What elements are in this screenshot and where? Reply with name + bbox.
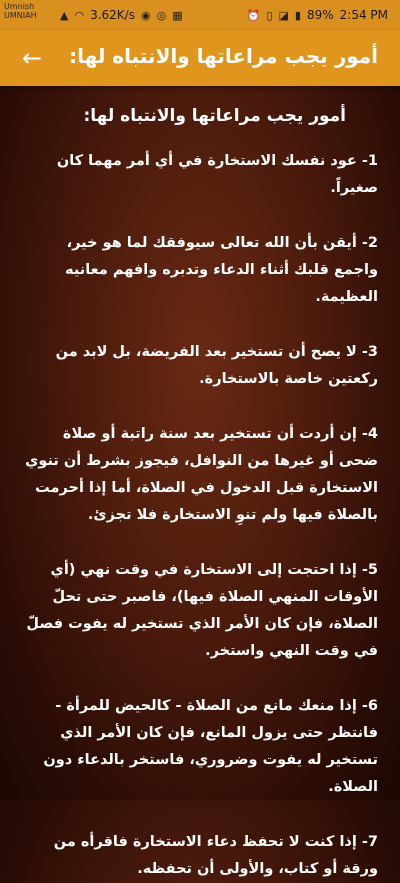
alarm-icon: ⏰ (246, 8, 261, 22)
battery-icon: ▮ (294, 8, 301, 22)
list-item: 6- إذا منعك مانع من الصلاة - كالحيض للمرأة - فانتظر حتى يزول المانع، فإن كان الأمر الذي تستخير له يفوت وضروري، فاستخر بالدعاء دون الصلاة. (43, 698, 378, 795)
status-left (60, 8, 183, 22)
status-right (247, 8, 388, 22)
network-speed: 3.62K/s (90, 8, 135, 22)
messenger-icon: ◉ (140, 8, 151, 22)
carrier-name-2: UMNIAH (4, 11, 37, 20)
back-arrow-icon[interactable]: ← (21, 44, 43, 72)
battery-percent: 89% (306, 8, 334, 22)
carrier-label (4, 2, 37, 20)
clock: 2:54 PM (339, 8, 388, 22)
app-bar (0, 30, 400, 86)
carrier-name: Umnish (4, 2, 35, 11)
list-item: 2- أيقن بأن الله تعالى سيوفقك لما هو خير، واجمع قلبك أثناء الدعاء وتدبره وافهم معانيه العظيمة. (65, 235, 378, 305)
list-item: 3- لا يصح أن تستخير بعد الفريضة، بل لابد من ركعتين خاصة بالاستخارة. (55, 344, 378, 387)
vibrate-icon: ▯ (266, 8, 273, 22)
status-bar (0, 0, 400, 30)
sim-icon: ◪ (278, 8, 289, 22)
wifi-icon: ◠ (74, 8, 85, 22)
calendar-icon: ▦ (172, 8, 183, 22)
list-item: 1- عود نفسك الاستخارة في أي أمر مهما كان صغيراً. (56, 153, 378, 196)
section-heading: أمور يجب مراعاتها والانتباه لها: (83, 106, 346, 126)
app-title: أمور يجب مراعاتها والانتباه لها: (69, 44, 378, 68)
signal-icon: ▲ (60, 8, 69, 22)
list-item: 4- إن أردت أن تستخير بعد سنة راتبة أو صلاة ضحى أو غيرها من النوافل، فيجوز بشرط أن تنوي الاستخارة قبل الدخول في الصلاة، أما إذا أحرمت بالصلاة فيها ولم تنوِ الاستخارة فلا تجزئ. (25, 426, 378, 523)
list-item: 5- إذا احتجت إلى الاستخارة في وقت نهي (أي الأوقات المنهي الصلاة فيها)، فاصبر حتى تحلّ الصلاة، فإن كان الأمر الذي تستخير له يفوت فصلّ في وقت النهي واستخر. (26, 562, 378, 659)
content-area[interactable] (22, 100, 378, 877)
whatsapp-icon: ◎ (156, 8, 167, 22)
list-item: 7- إذا كنت لا تحفظ دعاء الاستخارة فاقرأه من ورقة أو كتاب، والأولى أن تحفظه. (53, 834, 378, 877)
